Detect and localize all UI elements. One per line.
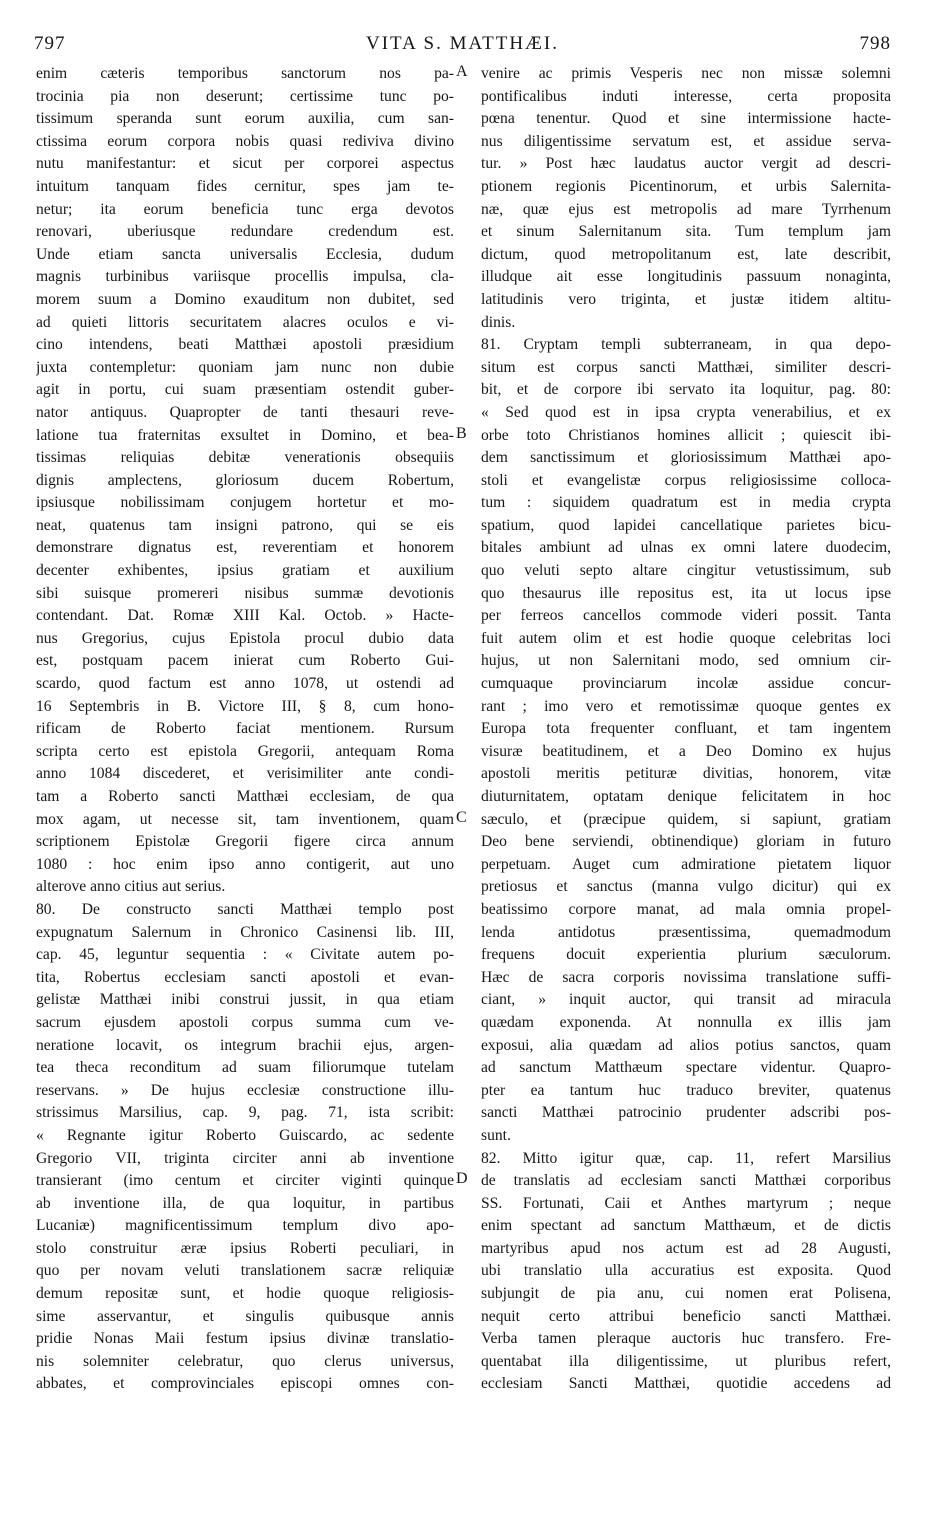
text-line: netur; ita eorum beneficia tunc erga devotos — [36, 200, 454, 218]
text-line: bitales ambiunt ad ulnas ex omni latere duodecim, — [481, 539, 891, 557]
text-line: per ferreos cancellos commode videri possit. Tanta — [481, 607, 891, 625]
text-line: demum repositæ sunt, et hodie quoque religiosis- — [36, 1285, 454, 1303]
left-text-column — [36, 63, 454, 1396]
text-line: 16 Septembris in B. Victore III, § 8, cum hono- — [36, 697, 454, 715]
text-line: expugnatum Salernum in Chronico Casinensi lib. III, — [36, 923, 454, 941]
text-line: ctissima eorum corpora nobis quasi rediviva divino — [36, 132, 454, 150]
text-line: sacrum ejusdem apostoli corpus summa cum ve- — [36, 1013, 454, 1031]
text-line: abbates, et comprovinciales episcopi omnes con- — [36, 1375, 454, 1393]
text-line: sime asservantur, et singulis quibusque annis — [36, 1307, 454, 1325]
text-line: cap. 45, leguntur sequentia : « Civitate autem po- — [36, 946, 454, 964]
text-line: hujus, ut non Salernitani modo, sed omnium cir- — [481, 652, 891, 670]
text-line: tea theca reconditum ad suam filiorumque tutelam — [36, 1059, 454, 1077]
text-line: enim spectant ad sanctum Matthæum, et de dictis — [481, 1217, 891, 1235]
text-line: « Regnante igitur Roberto Guiscardo, ac sedente — [36, 1126, 454, 1144]
text-line: Hæc de sacra corporis novissima translatione suffi- — [481, 968, 891, 986]
text-line: strissimus Marsilius, cap. 9, pag. 71, ista scribit: — [36, 1104, 454, 1122]
text-line: agit in portu, cui suam præsentiam ostendit guber- — [36, 381, 454, 399]
text-line: renovari, uberiusque redundare credendum est. — [36, 223, 454, 241]
text-line: decenter exhibentes, ipsius gratiam et auxilium — [36, 562, 454, 580]
text-line: nus Gregorius, cujus Epistola procul dubio data — [36, 629, 454, 647]
text-line: dinis. — [481, 313, 516, 331]
text-line: cino intendens, beati Matthæi apostoli præsidium — [36, 336, 454, 354]
text-line: « Sed quod est in ipsa crypta venerabilius, et ex — [481, 403, 891, 421]
text-line: nutu manifestantur: et sicut per corporei aspectus — [36, 155, 454, 173]
text-line: ad quieti littoris securitatem alacres oculos e vi- — [36, 313, 454, 331]
text-line: sunt. — [481, 1126, 511, 1144]
running-title: VITA S. MATTHÆI. — [365, 33, 560, 54]
text-line: demonstrare dignatus est, reverentiam et honorem — [36, 539, 454, 557]
text-line: subjungit de pia anu, cui nomen erat Polisena, — [481, 1285, 891, 1303]
text-line: pœna tenentur. Quod et sine intermissione hacte- — [481, 110, 891, 128]
text-line: Lucaniæ) magnificentissimum templum divo apo- — [36, 1217, 454, 1235]
text-line: nequit certo attribui beneficio sancti Matthæi. — [481, 1307, 891, 1325]
text-line: ipsiusque nobilissimam conjugem hortetur et mo- — [36, 494, 454, 512]
text-line: intuitum tanquam fides cernitur, spes jam te- — [36, 177, 454, 195]
text-line: alterove anno citius aut serius. — [36, 878, 226, 896]
text-line: tum : siquidem quadratum est in media crypta — [481, 494, 891, 512]
text-line: SS. Fortunati, Caii et Anthes martyrum ; neque — [481, 1194, 891, 1212]
text-line: scriptionem Epistolæ Gregorii figere circa annum — [36, 833, 454, 851]
text-line: trocinia pia non deserunt; certissime tunc po- — [36, 87, 454, 105]
text-line: morem suum a Domino exauditum non dubitet, sed — [36, 290, 454, 308]
text-line: pridie Nonas Maii festum ipsius divinæ translatio- — [36, 1330, 454, 1348]
text-line: contendant. Dat. Romæ XIII Kal. Octob. » Hacte- — [36, 607, 454, 625]
text-line: tissimas reliquias debitæ venerationis obsequiis — [36, 449, 454, 467]
text-line: illudque ait esse longitudinis passuum nonaginta, — [481, 268, 891, 286]
text-line: 80. De constructo sancti Matthæi templo post — [36, 900, 454, 918]
text-line: reservans. » De hujus ecclesiæ constructione illu- — [36, 1081, 454, 1099]
text-line: beatissimo corpore manat, ad mala omnia propel- — [481, 900, 891, 918]
margin-marker: C — [456, 808, 467, 826]
text-line: nis solemniter celebratur, quo clerus universus, — [36, 1352, 454, 1370]
text-line: 1080 : hoc enim ipso anno contigerit, aut uno — [36, 855, 454, 873]
text-line: pontificalibus induti interesse, certa proposita — [481, 87, 891, 105]
text-line: mox agam, ut necesse sit, tam inventionem, quam — [36, 810, 454, 828]
text-line: perpetuam. Auget cum admiratione pietatem liquor — [481, 855, 891, 873]
text-line: fuit autem olim et est hodie quoque celebritas loci — [481, 629, 891, 647]
text-line: juxta contempletur: quoniam jam nunc non dubie — [36, 358, 454, 376]
text-line: quo veluti septo altare cingitur vetustissimum, sub — [481, 562, 891, 580]
text-line: frequens docuit experientia plurium sæculorum. — [481, 946, 891, 964]
margin-marker: B — [456, 424, 467, 442]
text-line: Europa tota frequenter confluant, et tam ingentem — [481, 720, 891, 738]
text-line: enim cæteris temporibus sanctorum nos pa- — [36, 65, 454, 82]
text-line: bit, et de corpore ibi servato ita loquitur, pag. 80: — [481, 381, 891, 399]
text-line: situm est corpus sancti Matthæi, similiter descri- — [481, 358, 891, 376]
text-line: quentabat illa diligentissime, ut pluribus refert, — [481, 1352, 891, 1370]
text-line: dignis amplectens, gloriosum ducem Robertum, — [36, 471, 454, 489]
text-line: ciant, » inquit auctor, qui transit ad miracula — [481, 991, 891, 1009]
margin-marker: A — [456, 63, 468, 80]
text-line: nus diligentissime servatum est, et assidue serva- — [481, 132, 891, 150]
text-line: latione tua fraternitas exsultet in Domino, et bea- — [36, 426, 454, 444]
text-line: nator antiquus. Quapropter de tanti thesauri reve- — [36, 403, 454, 421]
text-line: spatium, quod lapidei cancellatique parietes bicu- — [481, 516, 891, 534]
text-line: Unde etiam sancta universalis Ecclesia, dudum — [36, 245, 454, 263]
text-line: tissimum speranda sunt eorum auxilia, cum san- — [36, 110, 454, 128]
text-line: neat, quatenus tam insigni patrono, qui se eis — [36, 516, 454, 534]
text-line: dictum, quod metropolitanum est, late describit, — [481, 245, 891, 263]
text-line: orbe toto Christianos homines allicit ; quiescit ibi- — [481, 426, 891, 444]
margin-marker: D — [456, 1170, 468, 1188]
page-number-right: 798 — [859, 33, 891, 54]
text-line: stolo construitur æræ ipsius Roberti peculiari, in — [36, 1239, 454, 1257]
text-line: scripta certo est epistola Gregorii, antequam Roma — [36, 742, 454, 760]
text-line: 82. Mitto igitur quæ, cap. 11, refert Marsilius — [481, 1149, 891, 1167]
text-line: sæculo, et (præcipue quidem, si sapiunt, gratiam — [481, 810, 891, 828]
text-line: stoli et evangelistæ corpus religiosissime colloca- — [481, 471, 891, 489]
text-line: cumquaque provinciarum incolæ assidue concur- — [481, 675, 891, 693]
page-number-left: 797 — [34, 33, 66, 54]
right-text-column — [481, 63, 891, 1396]
text-line: Deo bene serviendi, obtinendique) gloriam in futuro — [481, 833, 891, 851]
text-line: ptionem regionis Picentinorum, et urbis Salernita- — [481, 177, 891, 195]
text-line: rificam de Roberto faciat mentionem. Rursum — [36, 720, 454, 738]
text-line: ubi translatio ulla accuratius est exposita. Quod — [481, 1262, 891, 1280]
text-line: est, postquam pacem inierat cum Roberto Gui- — [36, 652, 454, 670]
text-line: pter ea tantum huc traduco breviter, quatenus — [481, 1081, 891, 1099]
text-line: næ, quæ ejus est metropolis ad mare Tyrrhenum — [481, 200, 891, 218]
text-line: lenda antidotus præsentissima, quemadmodum — [481, 923, 891, 941]
text-line: rant ; imo vero et remotissimæ quoque gentes ex — [481, 697, 891, 715]
text-line: ecclesiam Sancti Matthæi, quotidie accedens ad — [481, 1375, 891, 1393]
text-line: neratione locavit, os integrum brachii ejus, argen- — [36, 1036, 454, 1054]
text-line: 81. Cryptam templi subterraneam, in qua depo- — [481, 336, 891, 354]
text-line: exposui, alia quædam ad alios potius sanctos, quam — [481, 1036, 891, 1054]
text-line: tita, Robertus ecclesiam sancti apostoli et evan- — [36, 968, 454, 986]
text-line: ab inventione illa, de qua loquitur, in partibus — [36, 1194, 454, 1212]
text-line: visuræ beatitudinem, et a Deo Domino ex hujus — [481, 742, 891, 760]
running-header — [34, 33, 891, 61]
text-line: latitudinis vero triginta, et justæ itidem altitu- — [481, 290, 891, 308]
text-line: magnis turbinibus variisque procellis impulsa, cla- — [36, 268, 454, 286]
text-line: venire ac primis Vesperis nec non missæ solemni — [481, 65, 891, 82]
text-line: Verba tamen pleraque auctoris huc transfero. Fre- — [481, 1330, 891, 1348]
text-line: transierant (imo centum et circiter viginti quinque — [36, 1172, 454, 1190]
text-line: dem sanctissimum et gloriosissimum Matthæi apo- — [481, 449, 891, 467]
text-line: sibi suisque promereri nisibus summæ devotionis — [36, 584, 454, 602]
text-line: tam a Roberto sancti Matthæi ecclesiam, de qua — [36, 788, 454, 805]
text-line: quo thesaurus ille repositus est, ita ut locus ipse — [481, 584, 891, 602]
text-line: anno 1084 discederet, et verisimiliter ante condi- — [36, 765, 454, 783]
text-line: pretiosus et sanctus (manna vulgo dicitur) qui ex — [481, 878, 891, 896]
text-line: de translatis ad ecclesiam sancti Matthæi corporibus — [481, 1172, 891, 1190]
text-line: ad sanctum Matthæum spectare videntur. Quapro- — [481, 1059, 891, 1077]
text-line: apostoli meritis petituræ divitias, honorem, vitæ — [481, 765, 891, 783]
text-line: tur. » Post hæc laudatus auctor vergit ad descri- — [481, 155, 891, 173]
text-line: sancti Matthæi patrocinio prudenter adscribi pos- — [481, 1104, 891, 1122]
text-line: gelistæ Matthæi inibi construi jussit, in qua etiam — [36, 991, 454, 1009]
text-line: diuturnitatem, optatam denique felicitatem in hoc — [481, 788, 891, 805]
text-line: Gregorio VII, triginta circiter anni ab inventione — [36, 1149, 454, 1167]
text-line: quo per novam veluti translationem sacræ reliquiæ — [36, 1262, 454, 1280]
text-line: quædam exponenda. At nonnulla ex illis jam — [481, 1013, 891, 1031]
text-line: et sinum Salernitanum sita. Tum templum jam — [481, 223, 891, 241]
text-line: scardo, quod factum est anno 1078, ut ostendi ad — [36, 675, 454, 693]
text-line: martyribus apud nos actum est ad 28 Augusti, — [481, 1239, 891, 1257]
